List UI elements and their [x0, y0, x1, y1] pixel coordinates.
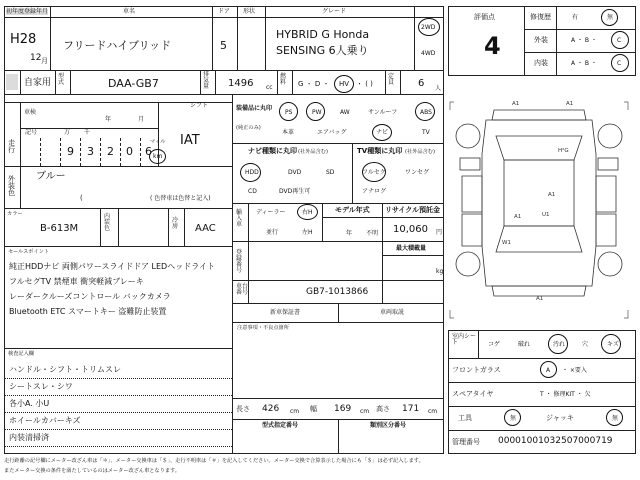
door-count: 5	[220, 39, 227, 52]
exterior-grade-label: 外装	[534, 36, 548, 44]
mark-a1-rear: A1	[514, 214, 522, 220]
windshield-a-circle	[540, 361, 557, 378]
repair-no-circle	[601, 9, 618, 26]
navi-type-sub: (社外品含む)	[298, 149, 328, 155]
unit-km: km	[153, 153, 163, 160]
unit-km-circle	[149, 149, 166, 164]
model-code: DAA-GB7	[108, 77, 159, 90]
right-door-rear	[596, 214, 616, 246]
tools-none: 無	[510, 415, 517, 422]
length-unit: cm	[290, 408, 300, 415]
max-load-label: 最大積載量	[396, 245, 427, 252]
inspection-month: 月	[138, 116, 145, 123]
inspection-year: 年	[105, 116, 112, 123]
inspector-line-4: ホイールカバーキズ	[9, 416, 81, 425]
equipment-label: 装備品に丸印	[236, 105, 273, 112]
height-unit: cm	[428, 408, 438, 415]
import-left-hand: 左H	[302, 229, 313, 236]
first-reg-year: H28	[10, 32, 37, 47]
fuel-label: 燃料	[280, 73, 287, 86]
equip-airbag: エアバッグ	[317, 129, 347, 136]
color-paren-open: (	[80, 194, 83, 202]
mark-a1-side: A1	[548, 192, 556, 198]
width-unit: cm	[360, 408, 370, 415]
fuel-hv-circle	[334, 75, 354, 93]
sales-points-label: セールスポイント	[8, 249, 50, 255]
left-door-front	[462, 176, 482, 212]
equip-pw-circle	[306, 102, 325, 121]
navi-dvd-play: DVD再生可	[279, 188, 311, 195]
unit-mile: マイル	[150, 139, 166, 145]
exterior-c-circle	[611, 31, 629, 49]
sales-line-4: Bluetooth ETC スマートキー 盗難防止装置	[9, 307, 167, 316]
capacity-label: 定員	[388, 73, 395, 86]
import-dealer: ディーラー	[256, 209, 286, 216]
equip-sunroof: サンルーフ	[368, 109, 398, 116]
chassis-number: GB7-1013866	[306, 287, 369, 297]
mark-u1-rear: U1	[542, 212, 550, 218]
person-unit: 人	[435, 85, 442, 92]
equip-leather: 本革	[282, 129, 295, 136]
inspector-line-2: シートスレ・シワ	[9, 382, 73, 391]
seat-burn: コゲ	[488, 341, 501, 348]
score-label: 評価点	[474, 13, 495, 21]
model-year-label: モデル年式	[335, 206, 370, 214]
equip-abs: ABS	[420, 109, 432, 116]
hood-outline	[492, 110, 586, 120]
seat-stain: 汚れ	[553, 341, 566, 348]
seat-scratch: キズ	[607, 341, 619, 348]
mark-a1-hood: A1	[512, 101, 520, 107]
recycle-label: リサイクル預託金	[385, 206, 441, 214]
footer-note-2: またメーター交換の条件を満たしているのはメーター改ざん車となります。	[4, 468, 180, 474]
fuel-options: G ・ D ・	[298, 80, 330, 88]
displacement-label: 排気量	[203, 71, 210, 90]
equip-pw: PW	[312, 109, 322, 116]
navi-sd: SD	[326, 169, 335, 176]
navi-dvd: DVD	[288, 169, 302, 176]
tv-fullseg: フルセグ	[362, 169, 386, 176]
left-mirror	[460, 158, 480, 170]
recycle-yen: 円	[436, 229, 443, 236]
rear-bumper	[492, 286, 586, 296]
interior-grade-label: 内装	[534, 59, 548, 67]
rear-window	[496, 226, 582, 252]
mileage-digit-4: 0	[126, 145, 133, 158]
color-change-note: ( 色替車は色替と記入)	[150, 195, 211, 202]
cc-unit: cc	[266, 84, 273, 91]
right-mirror	[598, 158, 618, 170]
capacity: 6	[418, 78, 425, 89]
windshield-label: フロントガラス	[452, 366, 501, 374]
displacement: 1496	[228, 78, 254, 89]
equip-abs-circle	[415, 102, 435, 121]
import-right-circle	[297, 204, 318, 220]
exterior-color-label: 外装色	[8, 175, 15, 197]
equip-ps: PS	[285, 109, 293, 116]
repair-history-label: 修復歴	[530, 13, 551, 21]
windshield-other: ・ ×要入	[562, 367, 587, 374]
recycle-fee: 10,060	[393, 224, 428, 235]
left-door-rear	[462, 214, 482, 246]
shift-type: IAT	[180, 133, 200, 148]
seat-stain-circle	[548, 334, 568, 354]
mark-a1-bumper: A1	[536, 296, 544, 302]
shape-label: 形状	[243, 8, 256, 15]
mark-w1-wheel: W1	[502, 240, 511, 246]
type-designation-label: 型式指定番号	[262, 422, 299, 429]
tools-none-circle	[504, 409, 521, 426]
exterior-grade-c: C	[617, 37, 622, 44]
footer-note-1: 走行距離の記号欄にメーター改ざん車は「＊」、メーター交換車は「＄」、走行不明車は「＃」を記入してください。メーター交換で合算表示した場合にも「＄」は必ず記入します。	[4, 458, 424, 464]
inspector-line-1: ハンドル・シフト・トリムスレ	[9, 365, 121, 374]
equip-navi: ナビ	[376, 129, 389, 136]
month-unit: 月	[41, 57, 48, 65]
windshield-grade-a: A	[546, 367, 551, 374]
import-label: 輸入車	[236, 209, 243, 228]
mileage-digit-1: 9	[67, 145, 74, 158]
wheel-front-right	[598, 124, 622, 148]
type-label: 型式	[58, 73, 65, 86]
class-number-label: 類別区分番号	[370, 422, 407, 429]
fuel-other: ・ ( )	[356, 80, 373, 88]
spare-tire-label: スペアタイヤ	[452, 390, 494, 398]
management-number: 0000100103250700071​9	[498, 436, 613, 446]
interior-grades: A ・ B ・	[571, 60, 597, 67]
chassis-label: 車台番号	[236, 283, 249, 296]
tv-type-sub: (社外品含む)	[405, 149, 435, 155]
bracket-tr	[624, 102, 628, 110]
sales-line-3: レーダークルーズコントロール バックカメラ	[9, 292, 171, 301]
wheel-rear-left	[456, 252, 480, 276]
exterior-color: ブルー	[36, 171, 66, 182]
jack-none-circle	[606, 409, 623, 426]
grade-line-2: SENSING 6人乗り	[276, 44, 369, 57]
import-parallel: 並行	[266, 229, 279, 236]
new-car-warranty: 新車保証書	[270, 309, 301, 316]
interior-c-circle	[611, 54, 629, 72]
reg-number-label: 登録番号	[236, 249, 243, 274]
height-label: 高さ	[376, 405, 390, 413]
sales-line-1: 純正HDDナビ 両側パワースライドドア LEDヘッドライト	[9, 262, 215, 271]
navi-type-label: ナビ種類に丸印	[248, 147, 297, 155]
interior-color-label: 内装色	[104, 213, 111, 232]
jack-none: 無	[612, 415, 619, 422]
tv-type-label: TV種類に丸印	[357, 147, 403, 155]
length-label: 長さ	[236, 405, 250, 413]
seat-hole: 穴	[582, 341, 589, 348]
spare-tire-options: T ・ 修理KIT ・ 欠	[540, 391, 591, 398]
tv-analog: アナログ	[362, 188, 387, 195]
notes-label: 注意事項・不良点箇所	[237, 325, 289, 331]
drive-4wd: 4WD	[421, 50, 436, 57]
usage-label	[6, 74, 18, 90]
tv-fullseg-circle	[362, 162, 386, 182]
bracket-tl	[450, 102, 454, 110]
interior-grade-c: C	[617, 60, 622, 67]
inspector-line-5: 内装清掃済	[9, 433, 49, 442]
car-name-label: 車名	[123, 8, 136, 15]
right-door-front	[596, 176, 616, 212]
inspection-label: 車検	[24, 109, 37, 116]
model-year-unit: 年	[346, 230, 353, 237]
run-label: 走行	[8, 139, 15, 154]
width-label: 幅	[310, 405, 317, 413]
ac-label: 冷房	[172, 217, 179, 230]
grade-label: グレード	[322, 8, 347, 15]
equip-aw: AW	[340, 109, 350, 116]
private-use: 自家用	[24, 78, 52, 88]
first-reg-month: 12	[30, 53, 42, 63]
navi-hdd: HDD	[245, 169, 259, 176]
first-reg-label: 初年度登録年月	[6, 8, 49, 15]
exterior-grades: A ・ B ・	[571, 37, 597, 44]
management-number-label: 管理番号	[452, 438, 480, 446]
navi-hdd-circle	[240, 163, 261, 182]
owner-manual: 車両取説	[380, 309, 405, 316]
color-code: B-613M	[40, 223, 79, 234]
equip-navi-circle	[372, 124, 392, 141]
sen-label: 千	[84, 129, 91, 136]
ac-type: AAC	[195, 223, 216, 234]
repair-no: 無	[607, 14, 614, 21]
height: 171	[402, 404, 420, 414]
mileage-digit-5: 6	[145, 145, 152, 158]
record-label: 記号	[25, 129, 38, 136]
tv-oneseg: ワンセグ	[405, 169, 430, 176]
inspector-notes-label: 検査記入欄	[8, 351, 34, 357]
jack-label: ジャッキ	[546, 414, 574, 422]
man-label: 万	[64, 129, 71, 136]
equipment-sub: (純正のみ)	[236, 125, 261, 131]
door-label: ドア	[218, 8, 230, 15]
damage-diagram	[446, 96, 632, 326]
fuel-hv: HV	[339, 80, 350, 88]
equip-tv: TV	[422, 129, 430, 136]
inspector-line-3: 各小A. 小U	[9, 399, 50, 408]
seat-label: 室内シート	[452, 333, 477, 346]
overall-score: 4	[484, 32, 501, 60]
shift-label: シフト	[190, 102, 209, 109]
windshield	[496, 136, 582, 160]
car-name: フリードハイブリッド	[63, 39, 172, 52]
navi-cd: CD	[248, 188, 257, 195]
length: 426	[262, 404, 280, 414]
mileage-digit-3: 2	[107, 145, 114, 158]
seat-tear: 破れ	[518, 341, 531, 348]
max-load-unit: kg	[436, 268, 444, 275]
drive-2wd: 2WD	[421, 24, 436, 31]
color-code-label: カラー	[7, 211, 23, 217]
mark-hg-roof: H²G	[558, 148, 569, 154]
model-year-unknown: 不明	[366, 230, 379, 237]
drive-2wd-circle	[418, 18, 440, 36]
bracket-bl	[450, 310, 454, 318]
width: 169	[334, 404, 352, 414]
tools-label: 工具	[458, 414, 472, 422]
equip-ps-circle	[279, 102, 298, 121]
seat-scratch-circle	[601, 334, 621, 354]
wheel-front-left	[456, 124, 480, 148]
mark-a1-hood-right: A1	[566, 101, 574, 107]
repair-yes: 有	[572, 14, 579, 21]
import-right-hand: 右H	[302, 209, 313, 216]
sales-line-2: フルセグTV 禁煙車 衝突軽減ブレーキ	[9, 277, 144, 286]
bracket-br	[624, 310, 628, 318]
grade-line-1: HYBRID G Honda	[276, 28, 370, 41]
wheel-rear-right	[598, 252, 622, 276]
mileage-digit-2: 3	[87, 145, 94, 158]
